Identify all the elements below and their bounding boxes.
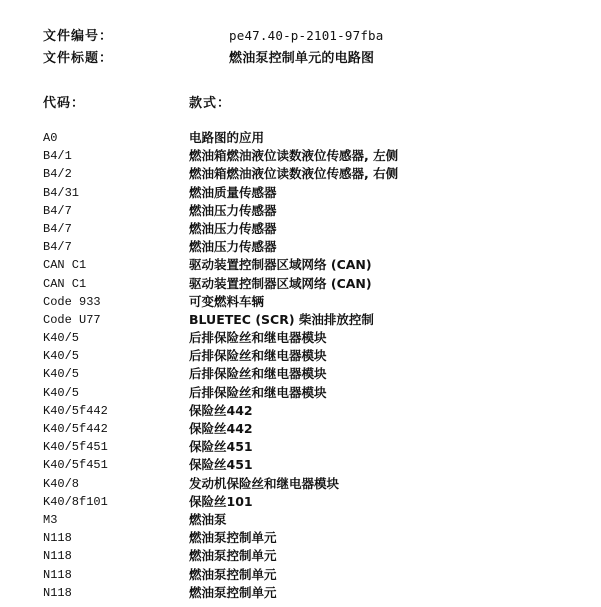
component-description: 保险丝442 [189,421,253,436]
component-code: B4/7 [43,221,72,236]
component-description: 燃油质量传感器 [189,184,277,200]
list-item [43,202,583,220]
list-item [43,147,583,165]
list-item [43,420,583,438]
component-code: N118 [43,567,72,582]
list-item [43,184,583,202]
component-description: 燃油压力传感器 [189,220,277,236]
component-description: 燃油箱燃油液位读数液位传感器, 右侧 [189,166,399,182]
doc-number-row [43,27,384,46]
component-code: B4/31 [43,185,80,200]
component-code: K40/5 [43,385,80,400]
component-description: 燃油压力传感器 [189,202,277,218]
component-code: N118 [43,531,72,546]
component-code: M3 [43,512,58,527]
list-item [43,384,583,402]
component-code: CAN C1 [43,276,87,291]
component-code: K40/5 [43,367,80,382]
component-code: K40/5 [43,331,80,346]
component-description: 燃油泵控制单元 [189,530,277,546]
list-item [43,365,583,383]
list-item [43,293,583,311]
component-code: K40/8 [43,476,80,491]
list-item [43,493,583,511]
component-code: Code U77 [43,312,101,327]
component-description: 驱动装置控制器区域网络 (CAN) [189,257,372,273]
list-item [43,511,583,529]
component-description: 燃油泵 [189,511,227,527]
doc-title-row [43,50,374,68]
doc-title-value: 燃油泵控制单元的电路图 [229,51,375,66]
component-description: BLUETEC (SCR) 柴油排放控制 [189,311,374,327]
component-code: K40/8f101 [43,494,108,509]
list-item [43,547,583,565]
component-description: 后排保险丝和继电器模块 [189,366,327,382]
component-description: 燃油泵控制单元 [189,584,277,600]
list-item [43,129,583,147]
component-description: 后排保险丝和继电器模块 [189,348,327,364]
component-code: K40/5f442 [43,422,108,436]
list-item [43,220,583,238]
component-code: A0 [43,131,58,145]
component-code: B4/2 [43,167,72,182]
component-description: 保险丝451 [189,439,253,455]
list-item [43,329,583,347]
component-description: 保险丝101 [189,493,253,509]
list-item [43,529,583,547]
component-code: N118 [43,549,72,564]
list-item [43,256,583,274]
list-item [43,566,583,584]
doc-number-label: 文件编号： [43,29,114,44]
list-item [43,311,583,329]
component-description: 驱动装置控制器区域网络 (CAN) [189,275,372,291]
list-item [43,347,583,365]
component-description: 燃油泵控制单元 [189,548,277,564]
component-description: 保险丝442 [189,402,253,418]
list-item [43,456,583,474]
component-description: 燃油泵控制单元 [189,566,277,582]
description-column-header: 款式： [189,96,232,111]
list-item [43,402,583,420]
component-description: 发动机保险丝和继电器模块 [189,475,340,491]
component-code: K40/5f442 [43,403,108,418]
component-description: 后排保险丝和继电器模块 [189,330,327,346]
component-code: N118 [43,585,72,600]
component-code: CAN C1 [43,258,87,273]
list-item [43,238,583,256]
doc-title-label: 文件标题： [43,51,114,66]
list-item [43,275,583,293]
list-item [43,165,583,183]
component-code: K40/5f451 [43,458,108,473]
component-description: 保险丝451 [189,457,253,473]
component-code: B4/1 [43,149,72,164]
component-description: 燃油压力传感器 [189,239,277,255]
component-code: K40/5 [43,349,80,364]
component-description: 后排保险丝和继电器模块 [189,384,327,400]
component-code: B4/7 [43,203,72,218]
list-item [43,584,583,602]
doc-number-value: pe47.40-p-2101-97fba [229,28,384,43]
component-code: Code 933 [43,294,101,309]
list-item [43,475,583,493]
component-description: 燃油箱燃油液位读数液位传感器, 左侧 [189,148,399,164]
component-code: K40/5f451 [43,440,108,455]
code-list [43,129,583,602]
component-code: B4/7 [43,240,72,255]
component-description: 可变燃料车辆 [189,293,265,309]
list-item [43,438,583,456]
code-column-header: 代码： [43,96,86,111]
component-description: 电路图的应用 [189,130,265,145]
